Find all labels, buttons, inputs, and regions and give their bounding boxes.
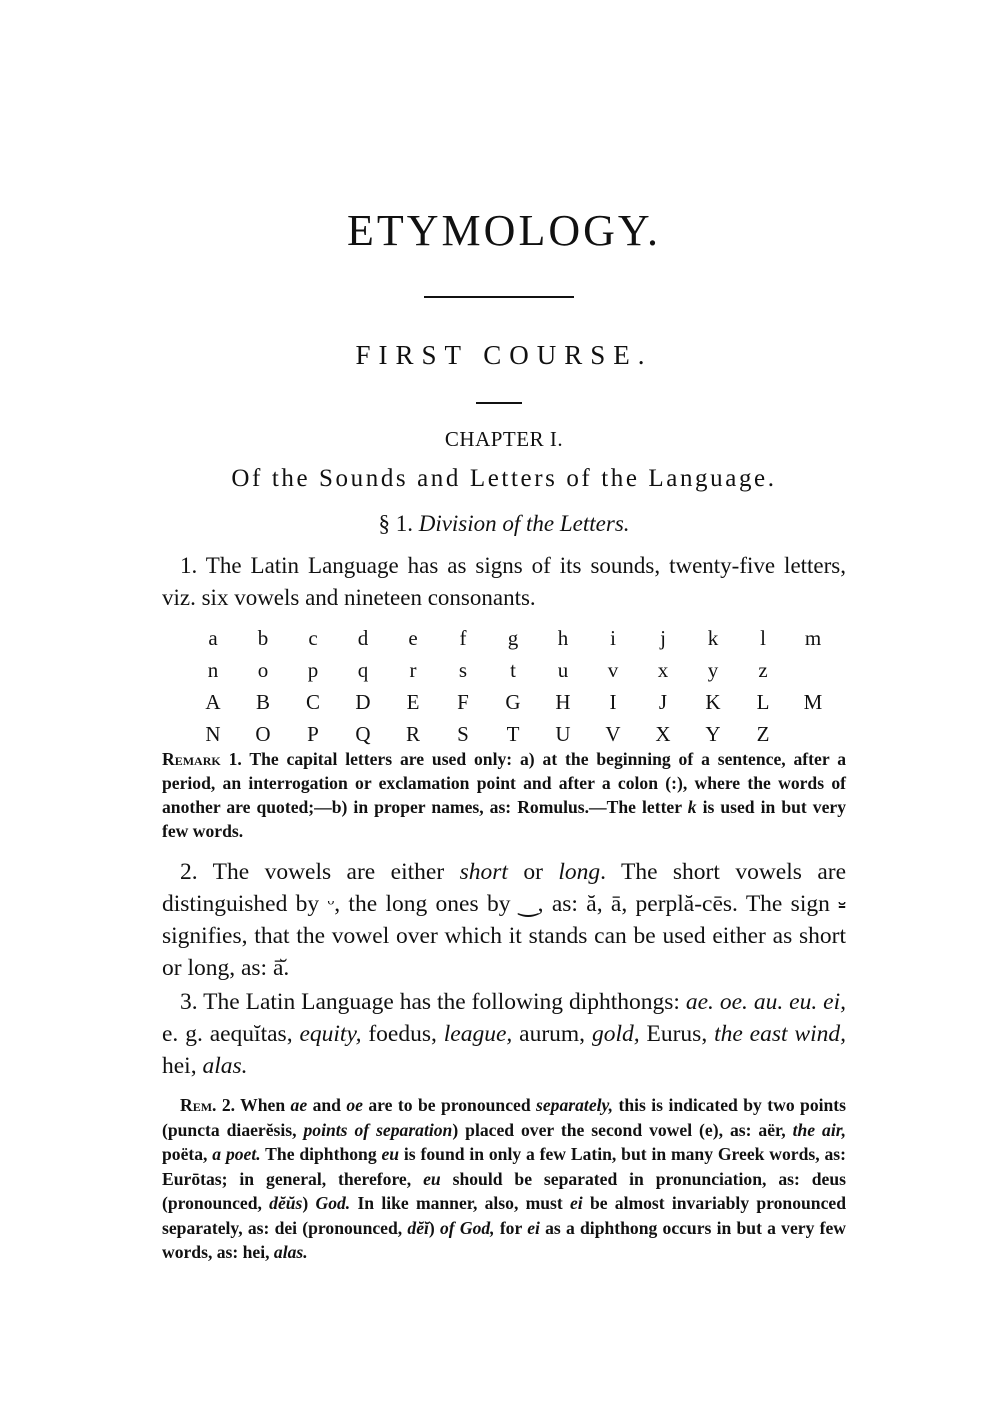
paragraph-2 bbox=[162, 856, 846, 984]
paragraph-3-text: aurum, bbox=[512, 1021, 592, 1047]
gloss-equity: equity, bbox=[299, 1021, 362, 1047]
alphabet-letter: r bbox=[409, 657, 417, 682]
alphabet-letter: O bbox=[255, 721, 271, 746]
remark-2-term: ae bbox=[290, 1095, 308, 1115]
remark-2-label: Rem. 2. bbox=[180, 1095, 236, 1115]
paragraph-3-text: foedus, bbox=[361, 1021, 444, 1047]
alphabet-upper-row-1 bbox=[188, 686, 848, 718]
gloss-gold: gold, bbox=[591, 1021, 640, 1047]
remark-1-label: Remark 1. bbox=[162, 749, 242, 769]
remark-2-text: as a diphthong occurs in but a very few words, as: hei, bbox=[162, 1217, 846, 1262]
alphabet-letter: D bbox=[355, 689, 371, 714]
alphabet-letter: d bbox=[357, 625, 369, 650]
alphabet-letter: E bbox=[406, 689, 420, 714]
term-long: long bbox=[558, 859, 601, 885]
remark-2-text: poëta, bbox=[162, 1144, 213, 1164]
alphabet-letter: p bbox=[307, 657, 319, 682]
paragraph-2-text: . The short vowels are distinguished by ᵕ, the long ones by ‿, as: ă, ā, perplă-cēs. The sign ⏓ signifies, that the vowel over which it stands can be used either as short or long, as: ā̆. bbox=[162, 859, 847, 981]
gloss-league: league, bbox=[443, 1021, 513, 1047]
alphabet-letter: x bbox=[657, 657, 669, 682]
alphabet-letter: Z bbox=[756, 721, 770, 746]
remark-2-text: and bbox=[307, 1095, 347, 1115]
alphabet-letter: u bbox=[557, 657, 569, 682]
diphthong-list: ae. oe. au. eu. ei, bbox=[685, 989, 846, 1015]
alphabet-letter: P bbox=[307, 721, 319, 746]
remark-2-term: points of separation bbox=[303, 1119, 453, 1140]
remark-2-term: eu bbox=[381, 1144, 400, 1164]
remark-2-text: are to be pronounced bbox=[362, 1095, 537, 1115]
remark-1-k: k bbox=[687, 797, 697, 817]
alphabet-letter: N bbox=[205, 721, 221, 746]
paragraph-3-text: e. g. aequĭtas, bbox=[162, 1021, 300, 1047]
alphabet-letter: m bbox=[804, 625, 822, 650]
remark-2-term: eu bbox=[423, 1168, 441, 1189]
alphabet-letter: b bbox=[257, 625, 269, 650]
paragraph-3-text: 3. The Latin Language has the following diphthongs: bbox=[180, 989, 686, 1015]
remark-2-term: dĕĭ bbox=[407, 1217, 429, 1238]
alphabet-letter: s bbox=[458, 657, 468, 682]
remark-2-term: alas. bbox=[273, 1242, 308, 1262]
remark-2-text: this is indicated by two points (puncta diaerĕsis, bbox=[162, 1095, 847, 1140]
gloss-east-wind: the east wind, bbox=[714, 1021, 846, 1047]
alphabet-lower-row-2 bbox=[188, 654, 848, 686]
remark-2-term: ei bbox=[570, 1193, 583, 1213]
remark-2-text: ) bbox=[428, 1217, 440, 1238]
alphabet-letter: v bbox=[607, 657, 619, 682]
alphabet-letter: U bbox=[555, 721, 571, 746]
alphabet-letter: j bbox=[660, 625, 666, 650]
alphabet-letter: Y bbox=[705, 721, 721, 746]
alphabet-letter: c bbox=[308, 625, 318, 650]
alphabet-letter: K bbox=[705, 689, 721, 714]
alphabet-letter: F bbox=[457, 689, 469, 714]
remark-2-term: dĕŭs bbox=[269, 1193, 303, 1213]
remark-2 bbox=[162, 1093, 846, 1265]
chapter-subtitle: Of the Sounds and Letters of the Language. bbox=[231, 465, 777, 492]
course-heading: FIRST COURSE. bbox=[355, 340, 653, 370]
alphabet-letter: k bbox=[707, 625, 719, 650]
paragraph-1 bbox=[162, 550, 846, 614]
alphabet-letter: h bbox=[557, 625, 569, 650]
remark-2-text: ) placed over the second vowel (e), as: aër, bbox=[452, 1119, 793, 1140]
alphabet-letter: i bbox=[610, 625, 616, 650]
alphabet-letter: q bbox=[357, 657, 369, 682]
section-number: § 1. bbox=[378, 511, 413, 536]
alphabet-letter: T bbox=[506, 721, 520, 746]
remark-2-term: a poet. bbox=[212, 1144, 261, 1164]
alphabet-letter: A bbox=[205, 689, 221, 714]
remark-2-term: of God, bbox=[440, 1217, 495, 1238]
alphabet-letter: z bbox=[758, 657, 768, 682]
remark-2-text: for bbox=[494, 1217, 528, 1238]
alphabet-table bbox=[188, 622, 848, 750]
alphabet-letter: G bbox=[505, 689, 521, 714]
remark-2-term: ei bbox=[527, 1217, 540, 1238]
alphabet-letter: B bbox=[255, 689, 270, 714]
alphabet-letter: l bbox=[760, 625, 766, 650]
alphabet-letter: Q bbox=[355, 721, 371, 746]
alphabet-letter: a bbox=[208, 625, 218, 650]
remark-2-term: separately, bbox=[536, 1095, 614, 1115]
alphabet-letter: e bbox=[408, 625, 418, 650]
alphabet-letter: f bbox=[459, 625, 467, 650]
section-title: Division of the Letters. bbox=[418, 511, 630, 536]
alphabet-letter: L bbox=[756, 689, 770, 714]
alphabet-letter: V bbox=[605, 721, 621, 746]
alphabet-letter: C bbox=[305, 689, 320, 714]
alphabet-letter: J bbox=[658, 689, 668, 714]
page-title: ETYMOLOGY. bbox=[347, 206, 661, 255]
alphabet-letter: t bbox=[510, 657, 516, 682]
alphabet-lower-row-1 bbox=[188, 622, 848, 654]
paragraph-2-text: or bbox=[507, 859, 559, 885]
remark-2-term: oe bbox=[346, 1095, 363, 1115]
paragraph-2-text: 2. The vowels are either bbox=[180, 859, 460, 885]
remark-2-text: be almost invariably pronounced separately, as: dei (pronounced, bbox=[162, 1193, 846, 1238]
paragraph-1-text: 1. The Latin Language has as signs of its sounds, twenty-five letters, viz. six vowels and nineteen consonants. bbox=[162, 553, 846, 610]
alphabet-upper-row-2 bbox=[188, 718, 848, 750]
remark-2-text: The diphthong bbox=[260, 1144, 382, 1164]
paragraph-3-text: Eurus, bbox=[639, 1021, 715, 1047]
remark-2-term: God. bbox=[315, 1193, 351, 1213]
alphabet-letter: X bbox=[655, 721, 671, 746]
section-heading bbox=[162, 511, 846, 537]
alphabet-letter: H bbox=[555, 689, 571, 714]
paragraph-3 bbox=[162, 986, 846, 1082]
remark-1 bbox=[162, 747, 846, 843]
remark-2-text: In like manner, also, must bbox=[350, 1193, 570, 1213]
term-short: short bbox=[459, 859, 508, 885]
course-rule bbox=[476, 402, 522, 404]
remark-2-text: is found in only a few Latin, but in many Greek words, as: Eurōtas; in general, therefore, bbox=[162, 1144, 846, 1189]
remark-1-text-a: The capital letters are used only: a) at the beginning of a sentence, after a period, an interrogation or exclamation point and after a colon (:), where the words of another are quoted;—b) in proper names, as: Romulus.—The letter bbox=[162, 749, 846, 817]
alphabet-letter: n bbox=[207, 657, 219, 682]
gloss-alas: alas. bbox=[202, 1053, 248, 1079]
paragraph-3-text: hei, bbox=[162, 1053, 203, 1079]
title-rule bbox=[424, 296, 574, 298]
alphabet-letter: I bbox=[609, 689, 617, 714]
alphabet-letter: R bbox=[405, 721, 420, 746]
alphabet-letter: M bbox=[803, 689, 823, 714]
alphabet-letter: y bbox=[707, 657, 719, 682]
remark-1-text-b: is used in but very few words. bbox=[162, 797, 847, 841]
alphabet-letter: g bbox=[507, 625, 519, 650]
chapter-heading: CHAPTER I. bbox=[444, 427, 564, 451]
remark-2-text: should be separated in pronunciation, as: deus (pronounced, bbox=[162, 1168, 846, 1213]
remark-2-text: When bbox=[235, 1095, 291, 1115]
alphabet-letter: S bbox=[457, 721, 469, 746]
remark-2-term: the air, bbox=[792, 1119, 846, 1140]
alphabet-letter: o bbox=[257, 657, 269, 682]
remark-2-text: ) bbox=[302, 1193, 316, 1213]
